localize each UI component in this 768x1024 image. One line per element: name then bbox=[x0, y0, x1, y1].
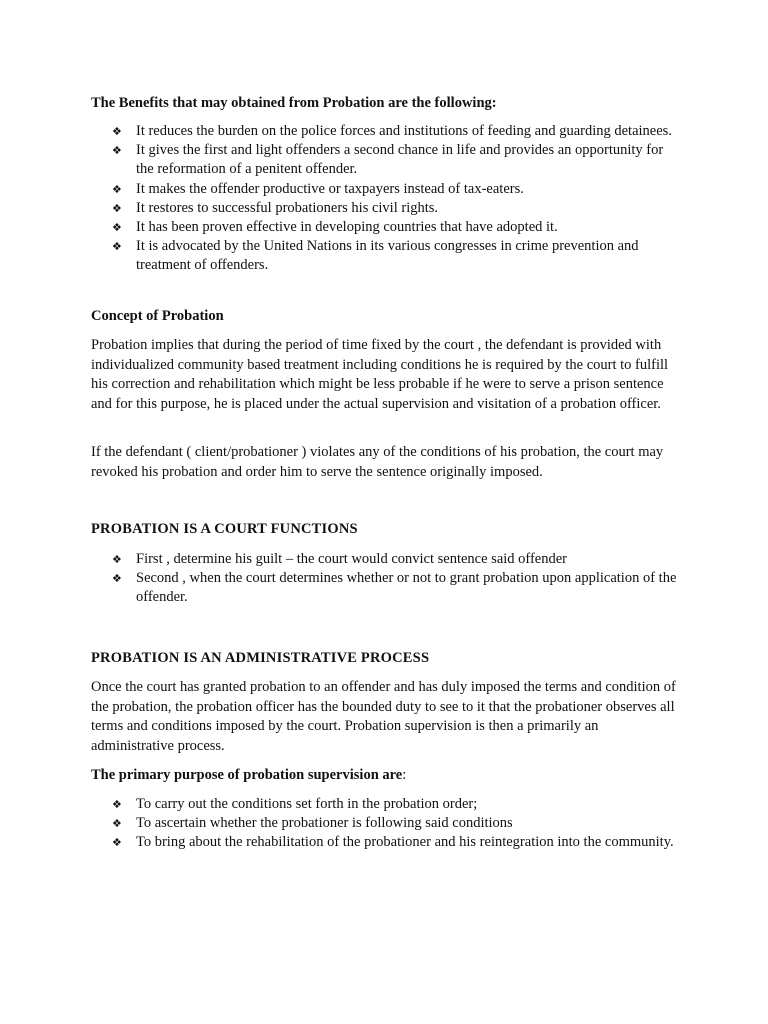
administrative-paragraph: Once the court has granted probation to an offender and has duly imposed the terms and condition of the probation, the probation officer has the bounded duty to see to it that the probationer observes all terms and conditions imposed by the court. Probation supervision is then a primarily an administrative process. bbox=[91, 679, 676, 754]
list-item: ❖ Second , when the court determines whether or not to grant probation upon application of the offender. bbox=[112, 570, 677, 606]
administrative-heading: PROBATION IS AN ADMINISTRATIVE PROCESS bbox=[91, 650, 430, 666]
diamond-bullet-icon: ❖ bbox=[112, 553, 122, 566]
diamond-bullet-icon: ❖ bbox=[112, 240, 122, 254]
list-item: ❖ It reduces the burden on the police forces and institutions of feeding and guarding detainees. bbox=[112, 122, 682, 141]
diamond-bullet-icon: ❖ bbox=[112, 125, 122, 138]
list-item: ❖ It makes the offender productive or taxpayers instead of tax-eaters. bbox=[112, 180, 682, 199]
list-item: ❖ It restores to successful probationers his civil rights. bbox=[112, 199, 682, 218]
section-purpose bbox=[91, 766, 691, 785]
section-court-functions bbox=[91, 520, 691, 539]
list-item: ❖ First , determine his guilt – the court would convict sentence said offender bbox=[112, 550, 682, 569]
list-item: ❖ It is advocated by the United Nations in its various congresses in crime prevention and treatment of offenders. bbox=[112, 238, 639, 274]
benefits-heading: The Benefits that may obtained from Probation are the following: bbox=[91, 95, 497, 111]
list-item: ❖ It gives the first and light offenders a second chance in life and provides an opportunity for the reformation of a penitent offender. bbox=[112, 142, 664, 178]
diamond-bullet-icon: ❖ bbox=[112, 201, 122, 215]
diamond-bullet-icon: ❖ bbox=[112, 221, 122, 235]
diamond-bullet-icon: ❖ bbox=[112, 817, 122, 831]
section-concept bbox=[91, 307, 691, 326]
benefits-list bbox=[112, 122, 682, 276]
diamond-bullet-icon: ❖ bbox=[112, 572, 122, 586]
section-administrative bbox=[91, 649, 691, 668]
court-functions-list bbox=[112, 550, 682, 608]
list-item: ❖ To carry out the conditions set forth in the probation order; bbox=[112, 795, 682, 814]
court-functions-heading: PROBATION IS A COURT FUNCTIONS bbox=[91, 521, 358, 537]
purpose-heading: The primary purpose of probation supervision are: bbox=[91, 767, 407, 783]
diamond-bullet-icon: ❖ bbox=[112, 182, 122, 196]
list-item: ❖ It has been proven effective in developing countries that have adopted it. bbox=[112, 218, 682, 237]
concept-paragraph-2: If the defendant ( client/probationer ) violates any of the conditions of his probation, the court may revoked his probation and order him to serve the sentence originally imposed. bbox=[91, 444, 664, 480]
concept-heading: Concept of Probation bbox=[91, 308, 224, 324]
list-item: ❖ To bring about the rehabilitation of the probationer and his reintegration into the community. bbox=[112, 833, 682, 852]
list-item: ❖ To ascertain whether the probationer is following said conditions bbox=[112, 814, 682, 833]
diamond-bullet-icon: ❖ bbox=[112, 144, 122, 158]
diamond-bullet-icon: ❖ bbox=[112, 836, 122, 850]
section-benefits bbox=[91, 94, 691, 113]
purpose-list bbox=[112, 795, 682, 853]
diamond-bullet-icon: ❖ bbox=[112, 798, 122, 811]
concept-paragraph-1: Probation implies that during the period of time fixed by the court , the defendant is provided with individualized community based treatment including conditions he is required by the court to fulfill his correction and rehabilitation which might be less probable if he were to serve a prison sentence and for this purpose, he is placed under the actual supervision and visitation of a probation officer. bbox=[91, 337, 669, 412]
